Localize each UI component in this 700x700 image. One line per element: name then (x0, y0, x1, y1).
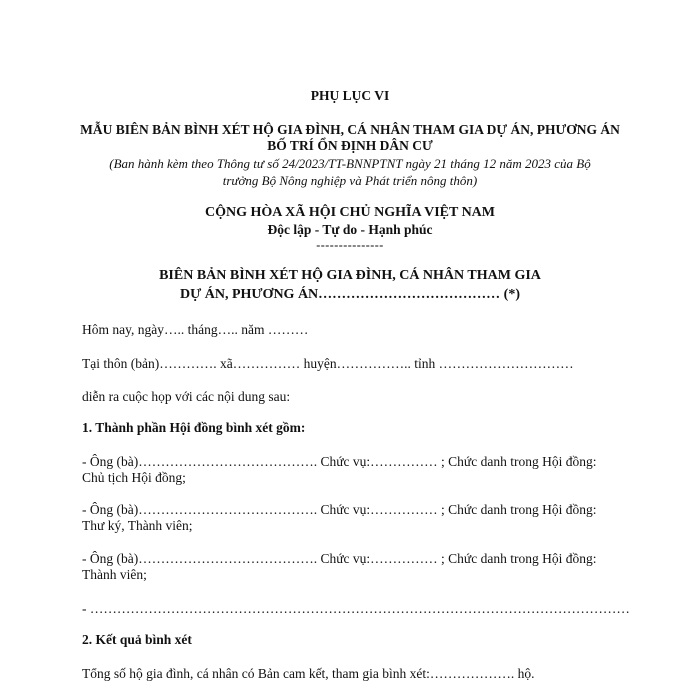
place-line: Tại thôn (bản)…………. xã…………… huyện…………….. tỉnh ………………………… (82, 356, 574, 371)
member-1-line-1: - Ông (bà)…………………………………. Chức vụ:…………… ; Chức danh trong Hội đồng: (82, 454, 597, 469)
dotted-member-line: - ………………………………………………………………………………………………………… (82, 601, 630, 616)
section-1-heading: 1. Thành phần Hội đồng bình xét gồm: (82, 420, 306, 435)
motto-rule: --------------- (316, 238, 384, 252)
document-title-line-2: DỰ ÁN, PHƯƠNG ÁN………………………………… (*) (180, 287, 520, 302)
member-3-line-1: - Ông (bà)…………………………………. Chức vụ:…………… ; Chức danh trong Hội đồng: (82, 551, 597, 566)
form-title-line-1: MẪU BIÊN BẢN BÌNH XÉT HỘ GIA ĐÌNH, CÁ NHÂN THAM GIA DỰ ÁN, PHƯƠNG ÁN (80, 122, 620, 137)
issuance-note-line-1: (Ban hành kèm theo Thông tư số 24/2023/TT-BNNPTNT ngày 21 tháng 12 năm 2023 của Bộ (109, 156, 591, 171)
member-1-line-2: Chủ tịch Hội đồng; (82, 470, 186, 485)
total-households-line: Tổng số hộ gia đình, cá nhân có Bản cam kết, tham gia bình xét:………………. hộ. (82, 666, 535, 681)
member-3-line-2: Thành viên; (82, 567, 147, 582)
form-title-line-2: BỐ TRÍ ỔN ĐỊNH DÂN CƯ (267, 138, 433, 153)
member-2-line-1: - Ông (bà)…………………………………. Chức vụ:…………… ; Chức danh trong Hội đồng: (82, 502, 597, 517)
intro-line: diễn ra cuộc họp với các nội dung sau: (82, 389, 291, 404)
section-2-heading: 2. Kết quả bình xét (82, 632, 192, 647)
national-motto: Độc lập - Tự do - Hạnh phúc (267, 222, 433, 237)
document-title-line-1: BIÊN BẢN BÌNH XÉT HỘ GIA ĐÌNH, CÁ NHÂN THAM GIA (159, 268, 541, 283)
member-2-line-2: Thư ký, Thành viên; (82, 518, 193, 533)
appendix-title: PHỤ LỤC VI (310, 88, 390, 103)
date-line: Hôm nay, ngày….. tháng….. năm ……… (82, 322, 309, 337)
national-name: CỘNG HÒA XÃ HỘI CHỦ NGHĨA VIỆT NAM (204, 205, 495, 220)
issuance-note-line-2: trưởng Bộ Nông nghiệp và Phát triển nông thôn) (222, 173, 478, 188)
